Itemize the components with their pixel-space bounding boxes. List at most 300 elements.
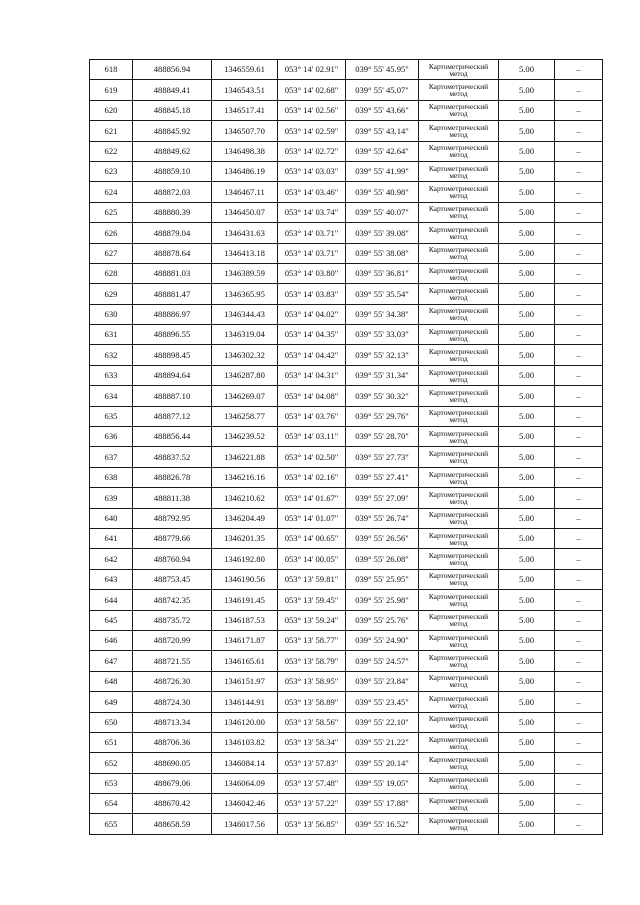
longitude-cell: 039° 55' 26.08" — [346, 549, 419, 569]
description-cell: – — [555, 223, 603, 243]
method-cell: Картометрический метод — [419, 671, 499, 691]
description-cell: – — [555, 182, 603, 202]
accuracy-cell: 5.00 — [499, 263, 555, 283]
accuracy-cell: 5.00 — [499, 610, 555, 630]
x-coordinate-cell: 488845.18 — [133, 100, 212, 120]
accuracy-cell: 5.00 — [499, 121, 555, 141]
description-cell: – — [555, 161, 603, 181]
description-cell: – — [555, 692, 603, 712]
x-coordinate-cell: 488887.10 — [133, 386, 212, 406]
description-cell: – — [555, 651, 603, 671]
latitude-cell: 053° 14' 03.71" — [278, 223, 346, 243]
table-row — [90, 814, 603, 834]
y-coordinate-cell: 1346191.45 — [212, 590, 278, 610]
accuracy-cell: 5.00 — [499, 345, 555, 365]
x-coordinate-cell: 488881.47 — [133, 284, 212, 304]
x-coordinate-cell: 488792.95 — [133, 508, 212, 528]
longitude-cell: 039° 55' 38.08" — [346, 243, 419, 263]
x-coordinate-cell: 488878.64 — [133, 243, 212, 263]
latitude-cell: 053° 14' 04.02" — [278, 304, 346, 324]
description-cell: – — [555, 263, 603, 283]
table-row — [90, 732, 603, 752]
latitude-cell: 053° 14' 03.76" — [278, 406, 346, 426]
method-cell: Картометрический метод — [419, 549, 499, 569]
accuracy-cell: 5.00 — [499, 304, 555, 324]
method-cell: Картометрический метод — [419, 243, 499, 263]
longitude-cell: 039° 55' 43.66" — [346, 100, 419, 120]
point-number-cell: 647 — [90, 651, 133, 671]
description-cell: – — [555, 610, 603, 630]
latitude-cell: 053° 14' 02.50" — [278, 447, 346, 467]
latitude-cell: 053° 14' 02.72" — [278, 141, 346, 161]
table-row — [90, 773, 603, 793]
method-cell: Картометрический метод — [419, 345, 499, 365]
method-cell: Картометрический метод — [419, 284, 499, 304]
y-coordinate-cell: 1346344.43 — [212, 304, 278, 324]
x-coordinate-cell: 488894.64 — [133, 365, 212, 385]
point-number-cell: 655 — [90, 814, 133, 834]
method-cell: Картометрический метод — [419, 651, 499, 671]
latitude-cell: 053° 13' 56.85" — [278, 814, 346, 834]
point-number-cell: 626 — [90, 223, 133, 243]
x-coordinate-cell: 488679.06 — [133, 773, 212, 793]
method-cell: Картометрический метод — [419, 182, 499, 202]
latitude-cell: 053° 14' 02.16" — [278, 467, 346, 487]
description-cell: – — [555, 814, 603, 834]
x-coordinate-cell: 488826.78 — [133, 467, 212, 487]
longitude-cell: 039° 55' 22.10" — [346, 712, 419, 732]
y-coordinate-cell: 1346151.97 — [212, 671, 278, 691]
latitude-cell: 053° 13' 57.83" — [278, 753, 346, 773]
x-coordinate-cell: 488856.44 — [133, 427, 212, 447]
accuracy-cell: 5.00 — [499, 365, 555, 385]
table-row — [90, 630, 603, 650]
table-row — [90, 161, 603, 181]
table-row — [90, 345, 603, 365]
x-coordinate-cell: 488879.04 — [133, 223, 212, 243]
table-row — [90, 610, 603, 630]
latitude-cell: 053° 13' 57.22" — [278, 794, 346, 814]
method-cell: Картометрический метод — [419, 773, 499, 793]
point-number-cell: 642 — [90, 549, 133, 569]
point-number-cell: 631 — [90, 325, 133, 345]
description-cell: – — [555, 549, 603, 569]
description-cell: – — [555, 671, 603, 691]
x-coordinate-cell: 488779.66 — [133, 528, 212, 548]
longitude-cell: 039° 55' 28.70" — [346, 427, 419, 447]
point-number-cell: 643 — [90, 569, 133, 589]
point-number-cell: 639 — [90, 488, 133, 508]
latitude-cell: 053° 14' 03.80" — [278, 263, 346, 283]
method-cell: Картометрический метод — [419, 263, 499, 283]
method-cell: Картометрический метод — [419, 325, 499, 345]
table-row — [90, 182, 603, 202]
longitude-cell: 039° 55' 40.07" — [346, 202, 419, 222]
longitude-cell: 039° 55' 21.22" — [346, 732, 419, 752]
point-number-cell: 635 — [90, 406, 133, 426]
latitude-cell: 053° 13' 58.79" — [278, 651, 346, 671]
x-coordinate-cell: 488760.94 — [133, 549, 212, 569]
method-cell: Картометрический метод — [419, 386, 499, 406]
longitude-cell: 039° 55' 25.98" — [346, 590, 419, 610]
description-cell: – — [555, 773, 603, 793]
x-coordinate-cell: 488706.36 — [133, 732, 212, 752]
table-row — [90, 406, 603, 426]
table-row — [90, 651, 603, 671]
longitude-cell: 039° 55' 32.13" — [346, 345, 419, 365]
point-number-cell: 641 — [90, 528, 133, 548]
longitude-cell: 039° 55' 27.73" — [346, 447, 419, 467]
y-coordinate-cell: 1346287.80 — [212, 365, 278, 385]
description-cell: – — [555, 569, 603, 589]
description-cell: – — [555, 508, 603, 528]
description-cell: – — [555, 488, 603, 508]
point-number-cell: 644 — [90, 590, 133, 610]
longitude-cell: 039° 55' 39.08" — [346, 223, 419, 243]
longitude-cell: 039° 55' 17.88" — [346, 794, 419, 814]
point-number-cell: 633 — [90, 365, 133, 385]
accuracy-cell: 5.00 — [499, 488, 555, 508]
description-cell: – — [555, 202, 603, 222]
description-cell: – — [555, 284, 603, 304]
table-row — [90, 141, 603, 161]
method-cell: Картометрический метод — [419, 60, 499, 80]
point-number-cell: 649 — [90, 692, 133, 712]
y-coordinate-cell: 1346221.88 — [212, 447, 278, 467]
x-coordinate-cell: 488721.55 — [133, 651, 212, 671]
description-cell: – — [555, 427, 603, 447]
description-cell: – — [555, 100, 603, 120]
description-cell: – — [555, 528, 603, 548]
method-cell: Картометрический метод — [419, 304, 499, 324]
point-number-cell: 654 — [90, 794, 133, 814]
description-cell: – — [555, 365, 603, 385]
y-coordinate-cell: 1346258.77 — [212, 406, 278, 426]
y-coordinate-cell: 1346190.56 — [212, 569, 278, 589]
table-row — [90, 508, 603, 528]
method-cell: Картометрический метод — [419, 610, 499, 630]
y-coordinate-cell: 1346084.14 — [212, 753, 278, 773]
table-row — [90, 365, 603, 385]
latitude-cell: 053° 13' 59.81" — [278, 569, 346, 589]
table-row — [90, 590, 603, 610]
description-cell: – — [555, 630, 603, 650]
accuracy-cell: 5.00 — [499, 732, 555, 752]
x-coordinate-cell: 488742.35 — [133, 590, 212, 610]
longitude-cell: 039° 55' 27.09" — [346, 488, 419, 508]
y-coordinate-cell: 1346165.61 — [212, 651, 278, 671]
accuracy-cell: 5.00 — [499, 386, 555, 406]
table-row — [90, 569, 603, 589]
accuracy-cell: 5.00 — [499, 202, 555, 222]
table-row — [90, 386, 603, 406]
table-row — [90, 753, 603, 773]
description-cell: – — [555, 590, 603, 610]
description-cell: – — [555, 732, 603, 752]
table-row — [90, 263, 603, 283]
accuracy-cell: 5.00 — [499, 528, 555, 548]
method-cell: Картометрический метод — [419, 712, 499, 732]
accuracy-cell: 5.00 — [499, 427, 555, 447]
y-coordinate-cell: 1346201.35 — [212, 528, 278, 548]
latitude-cell: 053° 13' 57.48" — [278, 773, 346, 793]
method-cell: Картометрический метод — [419, 80, 499, 100]
latitude-cell: 053° 13' 58.77" — [278, 630, 346, 650]
y-coordinate-cell: 1346239.52 — [212, 427, 278, 447]
accuracy-cell: 5.00 — [499, 223, 555, 243]
point-number-cell: 619 — [90, 80, 133, 100]
x-coordinate-cell: 488690.05 — [133, 753, 212, 773]
longitude-cell: 039° 55' 43.14" — [346, 121, 419, 141]
latitude-cell: 053° 14' 04.31" — [278, 365, 346, 385]
table-row — [90, 549, 603, 569]
point-number-cell: 652 — [90, 753, 133, 773]
longitude-cell: 039° 55' 42.64" — [346, 141, 419, 161]
description-cell: – — [555, 712, 603, 732]
point-number-cell: 636 — [90, 427, 133, 447]
table-row — [90, 202, 603, 222]
description-cell: – — [555, 753, 603, 773]
longitude-cell: 039° 55' 26.56" — [346, 528, 419, 548]
latitude-cell: 053° 14' 03.71" — [278, 243, 346, 263]
latitude-cell: 053° 13' 58.56" — [278, 712, 346, 732]
x-coordinate-cell: 488837.52 — [133, 447, 212, 467]
x-coordinate-cell: 488724.30 — [133, 692, 212, 712]
y-coordinate-cell: 1346144.91 — [212, 692, 278, 712]
accuracy-cell: 5.00 — [499, 712, 555, 732]
table-row — [90, 447, 603, 467]
description-cell: – — [555, 60, 603, 80]
accuracy-cell: 5.00 — [499, 794, 555, 814]
latitude-cell: 053° 14' 03.46" — [278, 182, 346, 202]
x-coordinate-cell: 488845.92 — [133, 121, 212, 141]
longitude-cell: 039° 55' 30.32" — [346, 386, 419, 406]
point-number-cell: 624 — [90, 182, 133, 202]
longitude-cell: 039° 55' 40.98" — [346, 182, 419, 202]
longitude-cell: 039° 55' 25.76" — [346, 610, 419, 630]
point-number-cell: 623 — [90, 161, 133, 181]
accuracy-cell: 5.00 — [499, 549, 555, 569]
point-number-cell: 632 — [90, 345, 133, 365]
accuracy-cell: 5.00 — [499, 590, 555, 610]
y-coordinate-cell: 1346064.09 — [212, 773, 278, 793]
accuracy-cell: 5.00 — [499, 447, 555, 467]
x-coordinate-cell: 488856.94 — [133, 60, 212, 80]
x-coordinate-cell: 488670.42 — [133, 794, 212, 814]
y-coordinate-cell: 1346302.32 — [212, 345, 278, 365]
point-number-cell: 638 — [90, 467, 133, 487]
latitude-cell: 053° 14' 02.68" — [278, 80, 346, 100]
description-cell: – — [555, 325, 603, 345]
longitude-cell: 039° 55' 45.07" — [346, 80, 419, 100]
y-coordinate-cell: 1346120.00 — [212, 712, 278, 732]
accuracy-cell: 5.00 — [499, 325, 555, 345]
method-cell: Картометрический метод — [419, 488, 499, 508]
method-cell: Картометрический метод — [419, 814, 499, 834]
table-row — [90, 692, 603, 712]
longitude-cell: 039° 55' 26.74" — [346, 508, 419, 528]
table-row — [90, 794, 603, 814]
x-coordinate-cell: 488735.72 — [133, 610, 212, 630]
y-coordinate-cell: 1346467.11 — [212, 182, 278, 202]
latitude-cell: 053° 14' 02.91" — [278, 60, 346, 80]
x-coordinate-cell: 488658.59 — [133, 814, 212, 834]
latitude-cell: 053° 13' 58.95" — [278, 671, 346, 691]
latitude-cell: 053° 13' 59.24" — [278, 610, 346, 630]
latitude-cell: 053° 14' 03.11" — [278, 427, 346, 447]
description-cell: – — [555, 243, 603, 263]
longitude-cell: 039° 55' 31.34" — [346, 365, 419, 385]
table-row — [90, 121, 603, 141]
x-coordinate-cell: 488849.41 — [133, 80, 212, 100]
table-row — [90, 243, 603, 263]
accuracy-cell: 5.00 — [499, 569, 555, 589]
accuracy-cell: 5.00 — [499, 467, 555, 487]
description-cell: – — [555, 80, 603, 100]
accuracy-cell: 5.00 — [499, 406, 555, 426]
point-number-cell: 648 — [90, 671, 133, 691]
y-coordinate-cell: 1346507.70 — [212, 121, 278, 141]
x-coordinate-cell: 488886.97 — [133, 304, 212, 324]
point-number-cell: 622 — [90, 141, 133, 161]
latitude-cell: 053° 13' 58.89" — [278, 692, 346, 712]
y-coordinate-cell: 1346204.49 — [212, 508, 278, 528]
x-coordinate-cell: 488726.30 — [133, 671, 212, 691]
longitude-cell: 039° 55' 16.52" — [346, 814, 419, 834]
method-cell: Картометрический метод — [419, 161, 499, 181]
method-cell: Картометрический метод — [419, 753, 499, 773]
accuracy-cell: 5.00 — [499, 243, 555, 263]
table-row — [90, 100, 603, 120]
method-cell: Картометрический метод — [419, 141, 499, 161]
accuracy-cell: 5.00 — [499, 284, 555, 304]
longitude-cell: 039° 55' 33.03" — [346, 325, 419, 345]
accuracy-cell: 5.00 — [499, 80, 555, 100]
x-coordinate-cell: 488849.62 — [133, 141, 212, 161]
accuracy-cell: 5.00 — [499, 182, 555, 202]
x-coordinate-cell: 488872.03 — [133, 182, 212, 202]
longitude-cell: 039° 55' 27.41" — [346, 467, 419, 487]
accuracy-cell: 5.00 — [499, 651, 555, 671]
x-coordinate-cell: 488811.38 — [133, 488, 212, 508]
y-coordinate-cell: 1346559.61 — [212, 60, 278, 80]
table-row — [90, 80, 603, 100]
y-coordinate-cell: 1346431.63 — [212, 223, 278, 243]
y-coordinate-cell: 1346269.07 — [212, 386, 278, 406]
method-cell: Картометрический метод — [419, 630, 499, 650]
table-row — [90, 284, 603, 304]
coordinates-table — [89, 59, 603, 835]
point-number-cell: 620 — [90, 100, 133, 120]
point-number-cell: 618 — [90, 60, 133, 80]
table-row — [90, 671, 603, 691]
longitude-cell: 039° 55' 41.99" — [346, 161, 419, 181]
point-number-cell: 625 — [90, 202, 133, 222]
accuracy-cell: 5.00 — [499, 753, 555, 773]
y-coordinate-cell: 1346517.41 — [212, 100, 278, 120]
point-number-cell: 650 — [90, 712, 133, 732]
table-row — [90, 467, 603, 487]
x-coordinate-cell: 488859.10 — [133, 161, 212, 181]
latitude-cell: 053° 14' 03.83" — [278, 284, 346, 304]
latitude-cell: 053° 14' 01.07" — [278, 508, 346, 528]
description-cell: – — [555, 386, 603, 406]
method-cell: Картометрический метод — [419, 427, 499, 447]
method-cell: Картометрический метод — [419, 202, 499, 222]
method-cell: Картометрический метод — [419, 406, 499, 426]
accuracy-cell: 5.00 — [499, 60, 555, 80]
description-cell: – — [555, 304, 603, 324]
method-cell: Картометрический метод — [419, 100, 499, 120]
longitude-cell: 039° 55' 45.95" — [346, 60, 419, 80]
table-row — [90, 427, 603, 447]
longitude-cell: 039° 55' 19.05" — [346, 773, 419, 793]
x-coordinate-cell: 488720.99 — [133, 630, 212, 650]
latitude-cell: 053° 14' 04.35" — [278, 325, 346, 345]
accuracy-cell: 5.00 — [499, 773, 555, 793]
description-cell: – — [555, 794, 603, 814]
latitude-cell: 053° 14' 01.67" — [278, 488, 346, 508]
latitude-cell: 053° 14' 03.74" — [278, 202, 346, 222]
y-coordinate-cell: 1346365.95 — [212, 284, 278, 304]
y-coordinate-cell: 1346413.18 — [212, 243, 278, 263]
method-cell: Картометрический метод — [419, 528, 499, 548]
longitude-cell: 039° 55' 23.84" — [346, 671, 419, 691]
method-cell: Картометрический метод — [419, 467, 499, 487]
method-cell: Картометрический метод — [419, 447, 499, 467]
y-coordinate-cell: 1346319.04 — [212, 325, 278, 345]
latitude-cell: 053° 14' 04.42" — [278, 345, 346, 365]
y-coordinate-cell: 1346543.51 — [212, 80, 278, 100]
accuracy-cell: 5.00 — [499, 100, 555, 120]
accuracy-cell: 5.00 — [499, 161, 555, 181]
point-number-cell: 637 — [90, 447, 133, 467]
y-coordinate-cell: 1346450.07 — [212, 202, 278, 222]
longitude-cell: 039° 55' 36.81" — [346, 263, 419, 283]
method-cell: Картометрический метод — [419, 794, 499, 814]
latitude-cell: 053° 13' 58.34" — [278, 732, 346, 752]
table-row — [90, 528, 603, 548]
point-number-cell: 645 — [90, 610, 133, 630]
y-coordinate-cell: 1346210.62 — [212, 488, 278, 508]
x-coordinate-cell: 488713.34 — [133, 712, 212, 732]
point-number-cell: 629 — [90, 284, 133, 304]
table-row — [90, 60, 603, 80]
method-cell: Картометрический метод — [419, 508, 499, 528]
point-number-cell: 630 — [90, 304, 133, 324]
y-coordinate-cell: 1346389.59 — [212, 263, 278, 283]
method-cell: Картометрический метод — [419, 121, 499, 141]
table-row — [90, 488, 603, 508]
point-number-cell: 621 — [90, 121, 133, 141]
point-number-cell: 634 — [90, 386, 133, 406]
latitude-cell: 053° 14' 02.56" — [278, 100, 346, 120]
point-number-cell: 627 — [90, 243, 133, 263]
y-coordinate-cell: 1346171.87 — [212, 630, 278, 650]
description-cell: – — [555, 345, 603, 365]
description-cell: – — [555, 121, 603, 141]
table-body — [90, 60, 603, 835]
accuracy-cell: 5.00 — [499, 671, 555, 691]
method-cell: Картометрический метод — [419, 692, 499, 712]
point-number-cell: 653 — [90, 773, 133, 793]
method-cell: Картометрический метод — [419, 223, 499, 243]
accuracy-cell: 5.00 — [499, 692, 555, 712]
table-row — [90, 223, 603, 243]
description-cell: – — [555, 467, 603, 487]
x-coordinate-cell: 488880.39 — [133, 202, 212, 222]
y-coordinate-cell: 1346192.80 — [212, 549, 278, 569]
